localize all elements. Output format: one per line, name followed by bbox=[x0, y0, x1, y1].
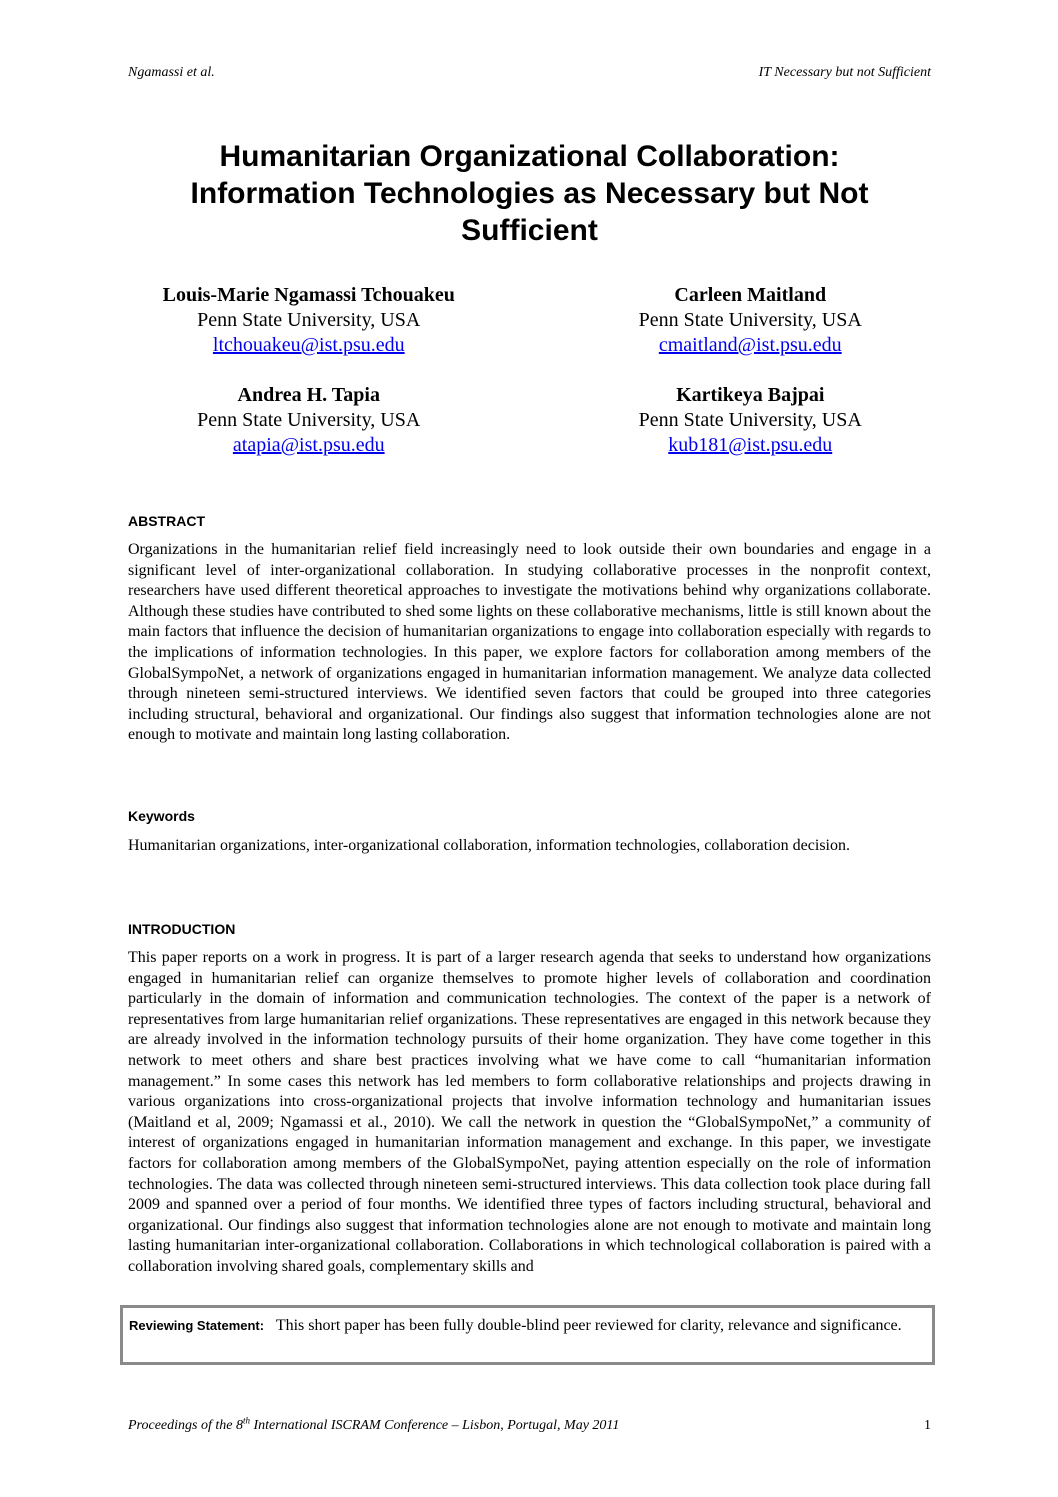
author-name: Carleen Maitland bbox=[674, 284, 827, 306]
author-name: Andrea H. Tapia bbox=[237, 384, 380, 406]
page-number: 1 bbox=[924, 1418, 931, 1433]
title-line-3: Sufficient bbox=[461, 214, 598, 247]
introduction-heading: INTRODUCTION bbox=[128, 921, 236, 937]
introduction-text: This paper reports on a work in progress. It is part of a larger research agenda that seeks to understand how organizations engaged in humanitarian relief can organize themselves to promote higher levels of collaboration and coordination particularly in the domain of information and communication technologies. The context of the paper is a network of representatives from large humanitarian relief organizations. These representatives are engaged in this network because they are already involved in the information technology pursuits of their home organization. They have come together in this network to meet others and share best practices involving what we have come to call “humanitarian information management.” In some cases this network has led members to form collaborative relationships and projects drawing in various organizations into cross-organizational projects that involve information technology and humanitarian issues (Maitland et al, 2009; Ngamassi et al., 2010). We call the network in question the “GlobalSympoNet,” a community of interest of organizations engaged in humanitarian information management and exchange. In this paper, we investigate factors for collaboration among members of the GlobalSympoNet, paying attention especially on the role of information technologies. The data was collected through nineteen semi-structured interviews. This data collection took place during fall 2009 and spanned over a period of four months. We identified three types of factors including structural, behavioral and organizational. Our findings also suggest that information technologies alone are not enough to motivate and maintain long lasting humanitarian inter-organizational collaboration. Collaborations in which technological collaboration is paired with a collaboration involving shared goals, complementary skills and bbox=[128, 949, 931, 1275]
author-affiliation: Penn State University, USA bbox=[638, 409, 862, 431]
author-2 bbox=[530, 283, 932, 358]
footer-prefix: Proceedings of the 8 bbox=[128, 1418, 243, 1433]
author-3 bbox=[128, 383, 530, 458]
reviewing-statement-label: Reviewing Statement bbox=[129, 1318, 260, 1333]
author-affiliation: Penn State University, USA bbox=[638, 309, 862, 331]
title-line-2: Information Technologies as Necessary but Not bbox=[190, 177, 869, 210]
paper-title bbox=[128, 138, 931, 249]
footer-superscript: th bbox=[242, 1415, 250, 1426]
author-email-link[interactable]: kub181@ist.psu.edu bbox=[668, 434, 833, 456]
reviewing-statement-box: Reviewing Statement: This short paper has been fully double-blind peer reviewed for clarity, relevance and significance. bbox=[120, 1305, 935, 1365]
author-email-link[interactable]: cmaitland@ist.psu.edu bbox=[658, 334, 842, 356]
abstract-heading: ABSTRACT bbox=[128, 513, 205, 529]
author-1 bbox=[128, 283, 530, 358]
keywords-heading: Keywords bbox=[128, 808, 195, 824]
author-4 bbox=[530, 383, 932, 458]
author-email-link[interactable]: ltchouakeu@ist.psu.edu bbox=[212, 334, 405, 356]
title-line-1: Humanitarian Organizational Collaboration: bbox=[219, 140, 840, 173]
author-affiliation: Penn State University, USA bbox=[197, 309, 421, 331]
author-email-link[interactable]: atapia@ist.psu.edu bbox=[232, 434, 385, 456]
author-name: Louis-Marie Ngamassi Tchouakeu bbox=[162, 284, 455, 306]
author-affiliation: Penn State University, USA bbox=[197, 409, 421, 431]
footer-suffix: International ISCRAM Conference – Lisbon, Portugal, May 2011 bbox=[249, 1418, 620, 1433]
author-block bbox=[128, 283, 931, 458]
page-footer bbox=[128, 1417, 931, 1435]
running-head bbox=[128, 64, 931, 82]
footer-proceedings bbox=[128, 1417, 619, 1435]
running-head-short-title: IT Necessary but not Sufficient bbox=[758, 65, 931, 80]
reviewing-statement-text: This short paper has been fully double-blind peer reviewed for clarity, relevance and significance. bbox=[275, 1317, 902, 1334]
author-name: Kartikeya Bajpai bbox=[676, 384, 825, 406]
abstract-text: Organizations in the humanitarian relief field increasingly need to look outside their own boundaries and engage in a significant level of inter-organizational collaboration. In studying collaborative processes in the nonprofit context, researchers have used different theoretical approaches to investigate the motivations behind why organizations collaborate. Although these studies have contributed to shed some lights on these collaborative mechanisms, little is still known about the main factors that influence the decision of humanitarian organizations to engage into collaboration especially with regards to the implications of information technologies. In this paper, we explore factors for collaboration among members of the GlobalSympoNet, a network of organizations engaged in humanitarian information management. We analyze data collected through nineteen semi-structured interviews. We identified seven factors that could be grouped into three categories including structural, behavioral and organizational. Our findings also suggest that information technologies alone are not enough to motivate and maintain long lasting collaboration. bbox=[128, 541, 931, 744]
running-head-authors: Ngamassi et al. bbox=[128, 65, 215, 80]
keywords-text: Humanitarian organizations, inter-organizational collaboration, information technologies, collaboration decision. bbox=[128, 837, 850, 854]
